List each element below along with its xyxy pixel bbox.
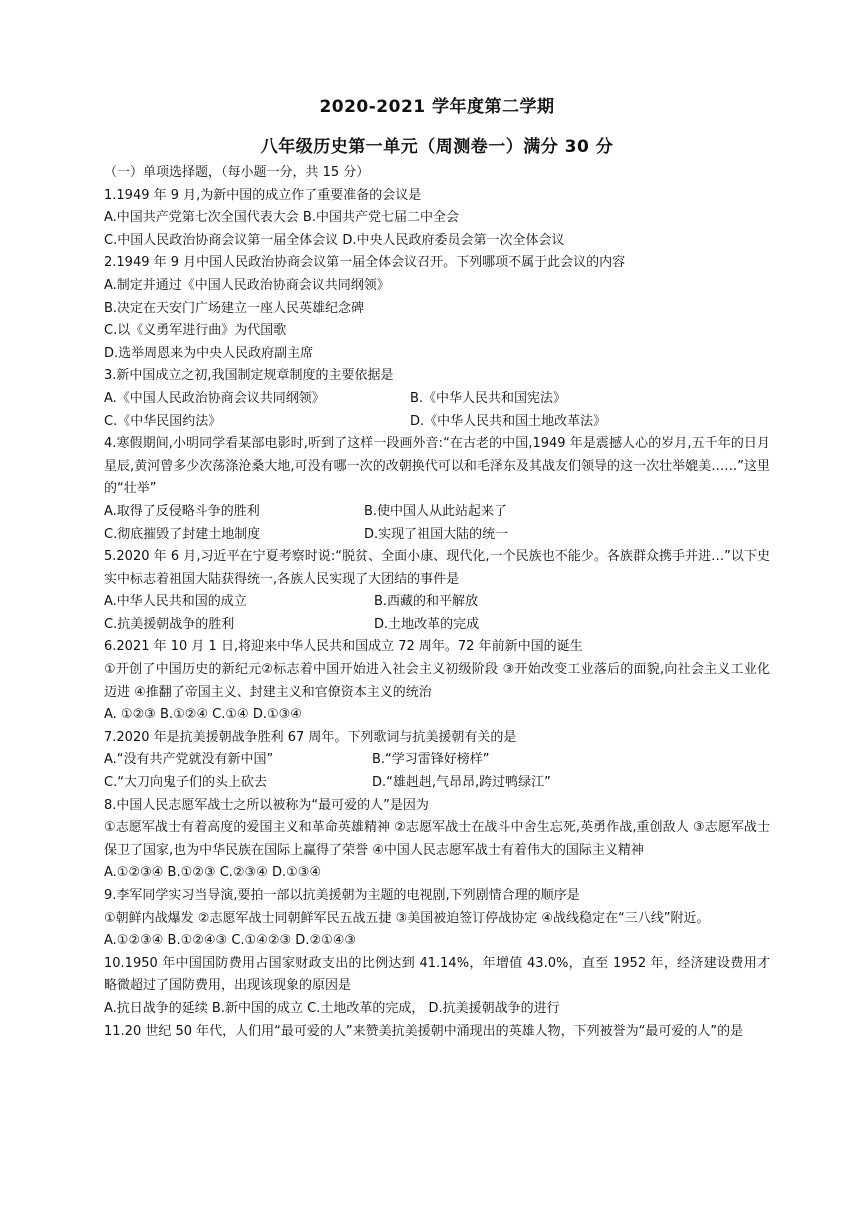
section-heading: （一）单项选择题，（每小题一分，共 15 分） xyxy=(104,165,370,180)
question-5-options-row1 xyxy=(104,591,770,614)
question-5-stem: 5.2020 年 6 月,习近平在宁夏考察时说:“脱贫、全面小康、现代化,一个民族也不能少。各族群众携手并进…”以下史实中标志着祖国大陆获得统一,各族人民实现了大团结的事件是 xyxy=(104,549,770,587)
question-5-options-row2 xyxy=(104,614,770,637)
question-11-stem: 11.20 世纪 50 年代，人们用“最可爱的人”来赞美抗美援朝中涌现出的英雄人物，下列被誉为“最可爱的人”的是 xyxy=(104,1023,744,1039)
question-9-items: ①朝鲜内战爆发 ②志愿军战士同朝鲜军民五战五捷 ③美国被迫签订停战协定 ④战线稳定在“三八线”附近。 xyxy=(104,910,710,926)
question-7-option-d: D.“雄赳赳,气昂昂,跨过鸭绿江” xyxy=(372,775,551,791)
question-5-option-c: C.抗美援朝战争的胜利 xyxy=(104,616,235,632)
question-7-options-row1 xyxy=(104,749,770,772)
question-3-option-b: B.《中华人民共和国宪法》 xyxy=(410,390,567,406)
question-4-option-d: D.实现了祖国大陆的统一 xyxy=(364,526,509,542)
question-4-option-a: A.取得了反侵略斗争的胜利 xyxy=(104,503,260,519)
question-8-stem: 8.中国人民志愿军战士之所以被称为“最可爱的人”是因为 xyxy=(104,797,429,813)
question-3-option-d: D.《中华人民共和国土地改革法》 xyxy=(410,413,607,429)
question-4-options-row2 xyxy=(104,524,770,547)
question-3-options-row2 xyxy=(104,411,770,434)
question-10-stem: 10.1950 年中国国防费用占国家财政支出的比例达到 41.14%，年增值 43.0%，直至 1952 年，经济建设费用才略微超过了国防费用，出现该现象的原因是 xyxy=(104,955,770,994)
question-2-stem: 2.1949 年 9 月中国人民政治协商会议第一届全体会议召开。下列哪项不属于此会议的内容 xyxy=(104,255,626,271)
question-7-option-a: A.“没有共产党就没有新中国” xyxy=(104,752,274,768)
question-8-items: ①志愿军战士有着高度的爱国主义和革命英雄精神 ②志愿军战士在战斗中舍生忘死,英勇作战,重创敌人 ③志愿军战士保卫了国家,也为中华民族在国际上赢得了荣誉 ④中国人民志愿军战士有着伟大的国际主义精神 xyxy=(104,820,770,858)
question-3-options-row1 xyxy=(104,388,770,411)
question-2-option-c: C.以《义勇军进行曲》为代国歌 xyxy=(104,323,287,339)
exam-title-term: 2020-2021 学年度第二学期 xyxy=(319,97,555,117)
question-4-options-row1 xyxy=(104,501,770,524)
question-4-option-c: C.彻底摧毁了封建土地制度 xyxy=(104,526,261,542)
question-6-options: A. ①②③ B.①②④ C.①④ D.①③④ xyxy=(104,707,302,723)
question-7-stem: 7.2020 年是抗美援朝战争胜利 67 周年。下列歌词与抗美援朝有关的是 xyxy=(104,729,517,745)
question-6-items: ①开创了中国历史的新纪元②标志着中国开始进入社会主义初级阶段 ③开始改变工业落后的面貌,向社会主义工业化迈进 ④推翻了帝国主义、封建主义和官僚资本主义的统治 xyxy=(104,662,770,700)
question-5-option-d: D.土地改革的完成 xyxy=(374,616,480,632)
question-2-option-b: B.决定在天安门广场建立一座人民英雄纪念碑 xyxy=(104,300,365,316)
question-4-option-b: B.使中国人从此站起来了 xyxy=(364,503,508,519)
question-6-stem: 6.2021 年 10 月 1 日,将迎来中华人民共和国成立 72 周年。72 年前新中国的诞生 xyxy=(104,639,583,655)
question-2-option-d: D.选举周恩来为中央人民政府副主席 xyxy=(104,345,314,361)
question-7-option-c: C.“大刀向鬼子们的头上砍去 xyxy=(104,775,267,791)
exam-title-subject: 八年级历史第一单元（周测卷一）满分 30 分 xyxy=(260,137,614,157)
question-5-option-a: A.中华人民共和国的成立 xyxy=(104,594,247,610)
question-2-option-a: A.制定并通过《中国人民政治协商会议共同纲领》 xyxy=(104,277,390,293)
question-5-option-b: B.西藏的和平解放 xyxy=(374,594,479,610)
question-7-option-b: B.“学习雷锋好榜样” xyxy=(372,752,490,768)
question-1-options-cd: C.中国人民政治协商会议第一届全体会议 D.中央人民政府委员会第一次全体会议 xyxy=(104,232,565,248)
question-1-options-ab: A.中国共产党第七次全国代表大会 B.中国共产党七届二中全会 xyxy=(104,210,459,226)
question-4-stem: 4.寒假期间,小明同学看某部电影时,听到了这样一段画外音:“在古老的中国,1949 年是震撼人心的岁月,五千年的日月星辰,黄河曾多少次荡涤沧桑大地,可没有哪一次的改朝换代可以和毛泽东及其战友们领导的这一次壮举媲美……”这里的“壮举” xyxy=(104,436,770,497)
question-10-options: A.抗日战争的延续 B.新中国的成立 C.土地改革的完成， D.抗美援朝战争的进行 xyxy=(104,1000,560,1016)
question-1-stem: 1.1949 年 9 月,为新中国的成立作了重要准备的会议是 xyxy=(104,187,422,203)
question-3-stem: 3.新中国成立之初,我国制定规章制度的主要依据是 xyxy=(104,368,394,384)
question-7-options-row2 xyxy=(104,772,770,795)
question-3-option-c: C.《中华民国约法》 xyxy=(104,413,222,429)
question-3-option-a: A.《中国人民政治协商会议共同纲领》 xyxy=(104,390,325,406)
question-9-stem: 9.李军同学实习当导演,要拍一部以抗美援朝为主题的电视剧,下列剧情合理的顺序是 xyxy=(104,888,580,903)
question-8-options: A.①②③④ B.①②③ C.②③④ D.①③④ xyxy=(104,865,322,881)
question-9-options: A.①②③④ B.①②④③ C.①④②③ D.②①④③ xyxy=(104,933,357,949)
